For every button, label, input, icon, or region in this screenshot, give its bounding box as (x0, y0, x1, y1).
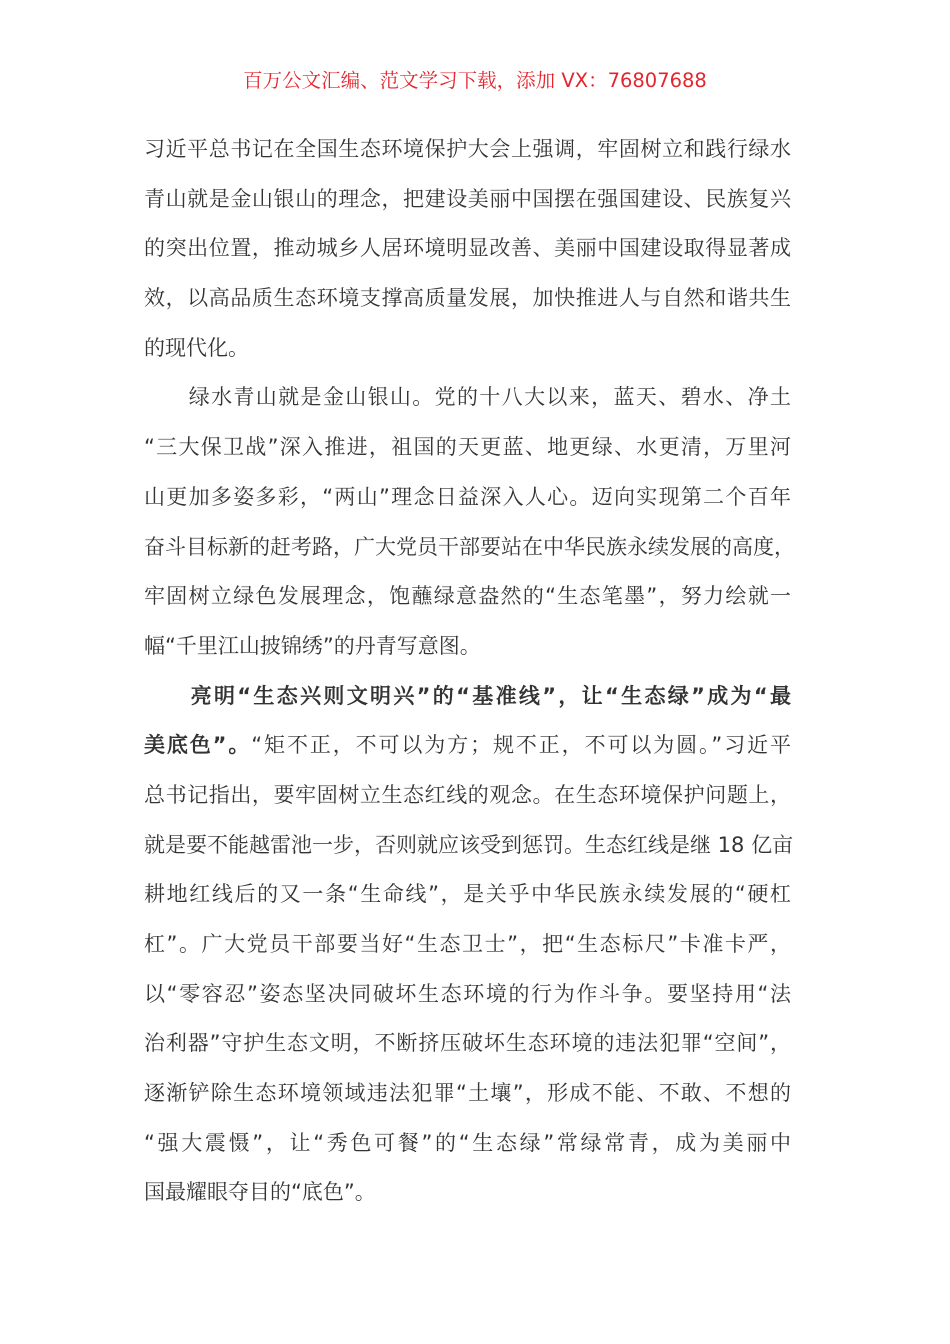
text-line: 耕地红线后的又一条“生命线”，是关乎中华民族永续发展的“硬杠 (144, 882, 791, 907)
paragraph-3 (144, 672, 794, 1219)
text-line: 就是要不能越雷池一步，否则就应该受到惩罚。生态红线是继 18 亿亩 (144, 832, 794, 857)
text-line: “强大震慑”，让“秀色可餐”的“生态绿”常绿常青，成为美丽中 (144, 1130, 791, 1155)
text-line (144, 721, 791, 771)
paragraph-2 (144, 373, 795, 671)
text-line: 奋斗目标新的赶考路，广大党员干部要站在中华民族永续发展的高度， (144, 534, 795, 559)
text-line: 的突出位置，推动城乡人居环境明显改善、美丽中国建设取得显著成 (144, 236, 791, 261)
quote-text: “矩不正，不可以为方；规不正，不可以为圆。”习近平 (251, 733, 791, 758)
document-body (144, 125, 795, 1218)
text-line: 牢固树立绿色发展理念，饱蘸绿意盎然的“生态笔墨”，努力绘就一 (144, 584, 791, 609)
text-line: 习近平总书记在全国生态环境保护大会上强调，牢固树立和践行绿水 (144, 137, 791, 161)
text-line: 国最耀眼夺目的“底色”。 (144, 1180, 376, 1205)
text-line: 绿水青山就是金山银山。党的十八大以来，蓝天、碧水、净土 (144, 385, 791, 410)
text-line: 以“零容忍”姿态坚决同破坏生态环境的行为作斗争。要坚持用“法 (144, 981, 791, 1006)
bold-heading-tail: 美底色”。 (144, 733, 252, 758)
text-line: 逐渐铲除生态环境领域违法犯罪“土壤”，形成不能、不敢、不想的 (144, 1081, 791, 1106)
bold-heading-line: 亮明“生态兴则文明兴”的“基准线”，让“生态绿”成为“最 (144, 683, 791, 708)
paragraph-1 (144, 125, 791, 373)
text-line: 的现代化。 (144, 335, 249, 360)
text-line: 青山就是金山银山的理念，把建设美丽中国摆在强国建设、民族复兴 (144, 186, 791, 211)
document-header-banner: 百万公文汇编、范文学习下载，添加 VX：76807688 (243, 69, 707, 92)
text-line: 治利器”守护生态文明，不断挤压破坏生态环境的违法犯罪“空间”， (144, 1031, 791, 1056)
text-line: 总书记指出，要牢固树立生态红线的观念。在生态环境保护问题上， (144, 782, 791, 807)
text-line: 幅“千里江山披锦绣”的丹青写意图。 (144, 633, 481, 658)
text-line: 效，以高品质生态环境支撑高质量发展，加快推进人与自然和谐共生 (144, 286, 791, 311)
text-line: 杠”。广大党员干部要当好“生态卫士”，把“生态标尺”卡准卡严， (144, 932, 791, 956)
text-line: “三大保卫战”深入推进，祖国的天更蓝、地更绿、水更清，万里河 (144, 435, 791, 460)
text-line: 山更加多姿多彩，“两山”理念日益深入人心。迈向实现第二个百年 (144, 484, 791, 509)
